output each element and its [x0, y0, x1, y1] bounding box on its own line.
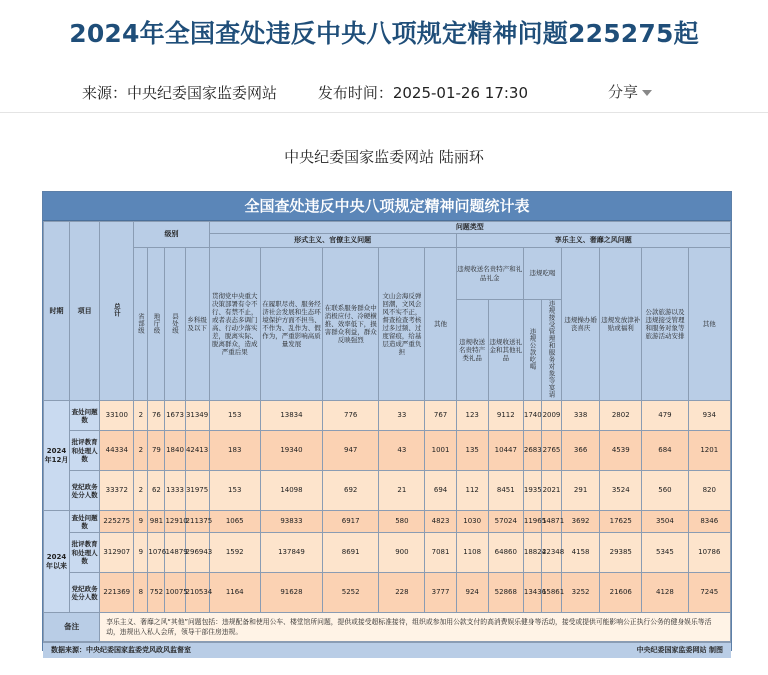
cell: 1076 [148, 533, 165, 573]
cell: 2 [134, 401, 148, 431]
level-col-county [165, 248, 185, 401]
cell: 228 [379, 573, 425, 613]
gifts-sub-cash: 违规收送礼金和其他礼品 [488, 300, 523, 401]
cell: 13436 [523, 573, 541, 613]
cell: 2802 [600, 401, 642, 431]
cell: 12910 [165, 511, 185, 533]
cell: 112 [456, 471, 488, 511]
cell: 10447 [488, 431, 523, 471]
cell: 1740 [523, 401, 541, 431]
gifts-sub-specialty: 违规收送名贵特产类礼品 [456, 300, 488, 401]
cell: 1201 [688, 431, 730, 471]
cell: 76 [148, 401, 165, 431]
hedonism-col-gifts: 违规收送名贵特产和礼品礼金 [456, 248, 523, 300]
dining-sub-banquet [541, 300, 561, 401]
cell: 4823 [425, 511, 456, 533]
cell: 62 [148, 471, 165, 511]
cell-total: 225275 [100, 511, 134, 533]
data-source: 数据来源：中央纪委国家监委党风政风监督室 [51, 646, 191, 655]
cell: 18824 [523, 533, 541, 573]
cell: 694 [425, 471, 456, 511]
row-label: 党纪政务处分人数 [70, 573, 100, 613]
table-row [44, 511, 731, 533]
cell: 1001 [425, 431, 456, 471]
cell: 692 [323, 471, 379, 511]
cell: 9 [134, 533, 148, 573]
cell: 1592 [209, 533, 260, 573]
note-text: 享乐主义、奢靡之风“其他”问题包括：违规配备和使用公车、楼堂馆所问题，提供或接受超标准接待，组织或参加用公款支付的高消费娱乐健身等活动，接受或提供可能影响公正执行公务的健身娱乐等活动，违规出入私人会所，领导干部住房违规。 [100, 613, 731, 642]
chart-maker: 中央纪委国家监委网站 制图 [636, 646, 723, 655]
cell: 6917 [323, 511, 379, 533]
cell: 93833 [260, 511, 322, 533]
table-row [44, 471, 731, 511]
cell: 10075 [165, 573, 185, 613]
cell: 42413 [185, 431, 209, 471]
publish-label: 发布时间： [317, 84, 393, 102]
cell-total: 33100 [100, 401, 134, 431]
cell: 3777 [425, 573, 456, 613]
cell: 296943 [185, 533, 209, 573]
cell: 7081 [425, 533, 456, 573]
cell: 7245 [688, 573, 730, 613]
cell: 820 [688, 471, 730, 511]
level-label: 省部级 [136, 312, 145, 334]
cell: 19340 [260, 431, 322, 471]
level-label: 乡科级及以下 [187, 315, 207, 333]
cell: 479 [642, 401, 688, 431]
cell: 1333 [165, 471, 185, 511]
cell: 8346 [688, 511, 730, 533]
cell: 2683 [523, 431, 541, 471]
cell: 580 [379, 511, 425, 533]
cell: 21606 [600, 573, 642, 613]
level-col-province [134, 248, 148, 401]
table-row [44, 533, 731, 573]
cell: 33 [379, 401, 425, 431]
cell-total: 44334 [100, 431, 134, 471]
cell: 2 [134, 471, 148, 511]
cell: 8 [134, 573, 148, 613]
col-header-problem-type: 问题类型 [209, 222, 730, 234]
chevron-down-icon [642, 90, 652, 96]
col-header-total [100, 222, 134, 401]
cell: 2021 [541, 471, 561, 511]
cell: 17625 [600, 511, 642, 533]
formalism-col-4: 文山会海反弹回潮，文风会风不实不正，督查检查考核过多过频、过度留痕，给基层造成严重负担 [379, 248, 425, 401]
row-label: 批评教育和处理人数 [70, 533, 100, 573]
cell: 291 [562, 471, 600, 511]
cell: 9112 [488, 401, 523, 431]
dining-label: 违规接受管理和服务对象等宴请 [547, 300, 556, 398]
col-header-hedonism: 享乐主义、奢靡之风问题 [456, 234, 730, 248]
row-label: 党纪政务处分人数 [70, 471, 100, 511]
cell: 31349 [185, 401, 209, 431]
cell-total: 33372 [100, 471, 134, 511]
cell: 2009 [541, 401, 561, 431]
cell: 64860 [488, 533, 523, 573]
col-header-level: 级别 [134, 222, 209, 248]
source-label: 来源： [82, 84, 128, 102]
table-title: 全国查处违反中央八项规定精神问题统计表 [43, 192, 731, 221]
cell: 153 [209, 471, 260, 511]
cell: 8451 [488, 471, 523, 511]
cell: 3692 [562, 511, 600, 533]
formalism-col-3: 在联系服务群众中消极应付、冷硬横推、效率低下，损害群众利益，群众反映强烈 [323, 248, 379, 401]
table-row [44, 431, 731, 471]
source-value: 中央纪委国家监委网站 [127, 84, 278, 102]
hedonism-col-travel: 公款旅游以及违规接受管理和服务对象等旅游活动安排 [642, 248, 688, 401]
formalism-col-2: 在履职尽责、服务经济社会发展和生态环境保护方面不担当、不作为、乱作为、假作为，严重影响高质量发展 [260, 248, 322, 401]
cell: 1108 [456, 533, 488, 573]
hedonism-col-weddings: 违规操办婚丧喜庆 [562, 248, 600, 401]
cell: 934 [688, 401, 730, 431]
article-title: 2024年全国查处违反中央八项规定精神问题225275起 [69, 19, 699, 48]
cell: 5252 [323, 573, 379, 613]
cell: 183 [209, 431, 260, 471]
cell: 14098 [260, 471, 322, 511]
author-line: 中央纪委国家监委网站 陆丽环 [284, 148, 484, 166]
divider [0, 112, 768, 113]
cell: 5345 [642, 533, 688, 573]
cell: 4539 [600, 431, 642, 471]
cell: 14879 [165, 533, 185, 573]
cell: 10786 [688, 533, 730, 573]
cell: 2 [134, 431, 148, 471]
formalism-col-other: 其他 [425, 248, 456, 401]
cell: 9 [134, 511, 148, 533]
cell: 211375 [185, 511, 209, 533]
cell: 3252 [562, 573, 600, 613]
cell: 52868 [488, 573, 523, 613]
cell: 752 [148, 573, 165, 613]
cell: 560 [642, 471, 688, 511]
cell: 14871 [541, 511, 561, 533]
level-label: 县处级 [171, 312, 180, 334]
note-label: 备注 [44, 613, 100, 642]
cell: 900 [379, 533, 425, 573]
cell: 2765 [541, 431, 561, 471]
cell: 91628 [260, 573, 322, 613]
level-col-township [185, 248, 209, 401]
cell: 1840 [165, 431, 185, 471]
col-header-period: 时期 [44, 222, 70, 401]
cell: 15861 [541, 573, 561, 613]
cell: 4158 [562, 533, 600, 573]
hedonism-col-other: 其他 [688, 248, 730, 401]
hedonism-col-dining: 违规吃喝 [523, 248, 561, 300]
article-meta [82, 82, 528, 103]
cell: 3524 [600, 471, 642, 511]
row-label: 查处问题数 [70, 401, 100, 431]
total-label: 总计 [112, 302, 121, 317]
cell: 684 [642, 431, 688, 471]
cell-total: 221369 [100, 573, 134, 613]
cell: 31975 [185, 471, 209, 511]
cell: 776 [323, 401, 379, 431]
article-publish-time [318, 84, 528, 102]
cell: 79 [148, 431, 165, 471]
cell: 924 [456, 573, 488, 613]
cell: 123 [456, 401, 488, 431]
cell: 22348 [541, 533, 561, 573]
cell: 43 [379, 431, 425, 471]
formalism-col-1: 贯彻党中央重大决策部署有令不行、有禁不止，或者表态多调门高、行动少落实差，脱离实际、脱离群众，造成严重后果 [209, 248, 260, 401]
dining-sub-public [523, 300, 541, 401]
cell: 338 [562, 401, 600, 431]
hedonism-col-allowances: 违规发放津补贴或福利 [600, 248, 642, 401]
cell: 4128 [642, 573, 688, 613]
cell: 13834 [260, 401, 322, 431]
period-cell: 2024年12月 [44, 401, 70, 511]
table-row [44, 401, 731, 431]
cell: 11965 [523, 511, 541, 533]
col-header-item: 项目 [70, 222, 100, 401]
cell: 767 [425, 401, 456, 431]
share-button[interactable] [608, 81, 652, 102]
cell: 1935 [523, 471, 541, 511]
statistics-table-image [42, 191, 732, 655]
table-footer [43, 642, 731, 658]
row-label: 查处问题数 [70, 511, 100, 533]
cell: 947 [323, 431, 379, 471]
dining-label: 违规公款吃喝 [528, 328, 537, 370]
cell-total: 312907 [100, 533, 134, 573]
article-source [82, 84, 277, 102]
level-label: 地厅级 [152, 312, 161, 334]
cell: 137849 [260, 533, 322, 573]
share-label: 分享 [608, 83, 639, 101]
cell: 153 [209, 401, 260, 431]
cell: 1164 [209, 573, 260, 613]
table-row [44, 573, 731, 613]
publish-time-value: 2025-01-26 17:30 [392, 84, 528, 102]
cell: 1673 [165, 401, 185, 431]
cell: 981 [148, 511, 165, 533]
cell: 29385 [600, 533, 642, 573]
cell: 366 [562, 431, 600, 471]
cell: 135 [456, 431, 488, 471]
level-col-prefecture [148, 248, 165, 401]
cell: 57024 [488, 511, 523, 533]
cell: 8691 [323, 533, 379, 573]
cell: 3504 [642, 511, 688, 533]
cell: 1065 [209, 511, 260, 533]
statistics-table [43, 221, 731, 642]
period-cell: 2024年以来 [44, 511, 70, 613]
cell: 21 [379, 471, 425, 511]
row-label: 批评教育和处理人数 [70, 431, 100, 471]
cell: 1030 [456, 511, 488, 533]
cell: 210534 [185, 573, 209, 613]
col-header-formalism: 形式主义、官僚主义问题 [209, 234, 456, 248]
